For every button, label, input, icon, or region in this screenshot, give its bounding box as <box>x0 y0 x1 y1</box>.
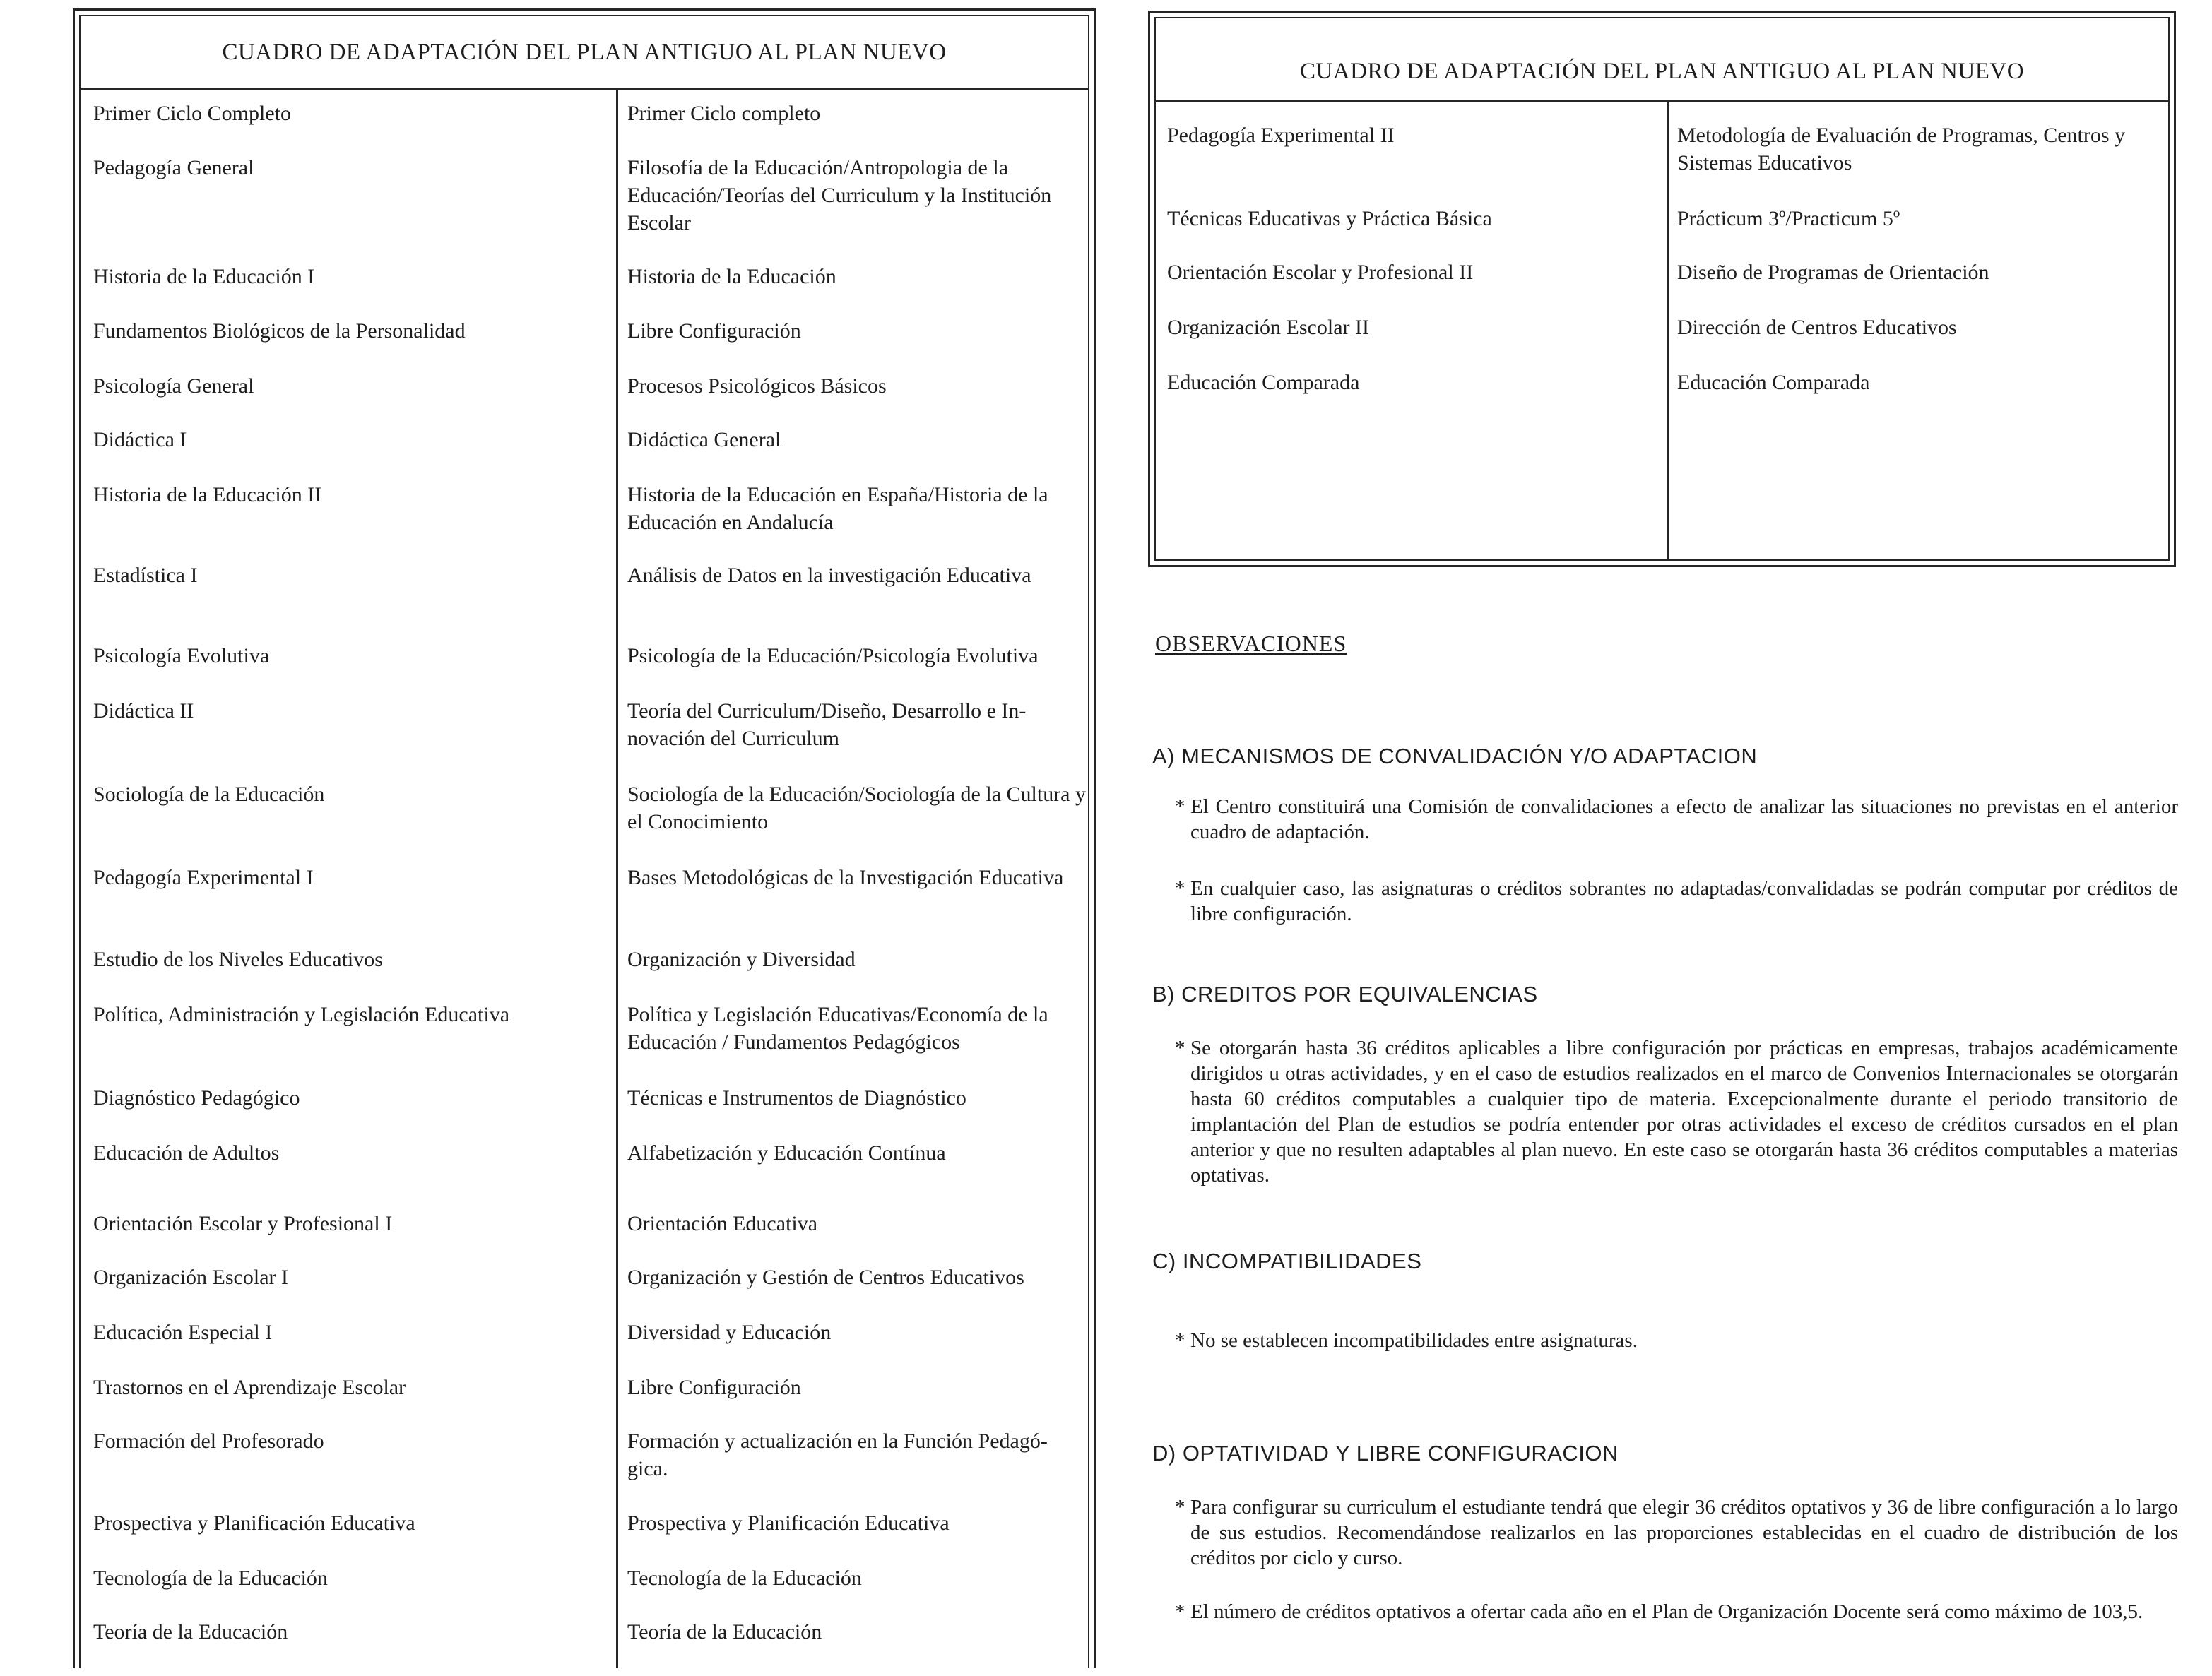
table-title: CUADRO DE ADAPTACIÓN DEL PLAN ANTIGUO AL PLAN NUEVO <box>1156 18 2168 102</box>
bullet-text: El Centro constituirá una Comisión de convalidaciones a efecto de analizar las situaciones no previstas en el anterior cuadro de adaptación. <box>1190 795 2178 843</box>
new-plan-subject: Política y Legislación Educativas/Economía de la Educación / Fundamentos Pedagógicos <box>627 1003 1048 1054</box>
old-plan-subject: Diagnóstico Pedagógico <box>93 1086 300 1110</box>
bullet-star-icon: * <box>1175 1037 1185 1059</box>
adaptation-table-right <box>1148 11 2176 567</box>
section-heading: B) CREDITOS POR EQUIVALENCIAS <box>1152 982 1538 1006</box>
old-plan-subject: Organización Escolar II <box>1167 316 1369 339</box>
old-plan-subject: Organización Escolar I <box>93 1266 288 1289</box>
new-plan-subject: Bases Metodológicas de la Investigación Educativa <box>627 866 1064 889</box>
old-plan-subject: Técnicas Educativas y Práctica Básica <box>1167 207 1492 230</box>
old-plan-subject: Pedagogía Experimental II <box>1167 124 1395 147</box>
column-divider <box>1667 100 1669 559</box>
new-plan-subject: Educación Comparada <box>1677 371 1870 394</box>
section-heading: A) MECANISMOS DE CONVALIDACIÓN Y/O ADAPTACION <box>1152 744 1758 768</box>
new-plan-subject: Filosofía de la Educación/Antropologia de la Educación/Teorías del Curriculum y la Institución Escolar <box>627 156 1052 234</box>
bullet-star-icon: * <box>1175 795 1185 818</box>
old-plan-subject: Primer Ciclo Completo <box>93 102 291 125</box>
new-plan-subject: Historia de la Educación <box>627 265 836 288</box>
new-plan-subject: Dirección de Centros Educativos <box>1677 316 1957 339</box>
adaptation-table-left <box>73 8 1096 1668</box>
old-plan-subject: Didáctica II <box>93 699 194 723</box>
old-plan-subject: Educación de Adultos <box>93 1141 280 1165</box>
old-plan-subject: Política, Administración y Legislación Educativa <box>93 1003 510 1026</box>
bullet-item <box>1175 1035 2178 1188</box>
new-plan-subject: Libre Configuración <box>627 319 801 343</box>
table-inner-border <box>1154 17 2170 561</box>
new-plan-subject: Diversidad y Educación <box>627 1321 832 1344</box>
old-plan-subject: Estudio de los Niveles Educativos <box>93 948 383 971</box>
old-plan-subject: Psicología Evolutiva <box>93 644 270 667</box>
observaciones-title: OBSERVACIONES <box>1155 631 1347 656</box>
bullet-item <box>1175 1494 2178 1571</box>
old-plan-subject: Teoría de la Educación <box>93 1620 288 1644</box>
new-plan-subject: Tecnología de la Educación <box>627 1567 862 1590</box>
old-plan-subject: Historia de la Educación II <box>93 483 322 506</box>
old-plan-subject: Educación Comparada <box>1167 371 1360 394</box>
new-plan-subject: Prospectiva y Planificación Educativa <box>627 1511 950 1535</box>
bullet-text: Para configurar su curriculum el estudiante tendrá que elegir 36 créditos optativos y 36 de libre configuración a lo largo de sus estudios. Recomendándose realizarlos en las proporciones establecidas en el cuadro de distribución de los créditos por ciclo y curso. <box>1190 1496 2178 1569</box>
bullet-star-icon: * <box>1175 1329 1185 1352</box>
table-inner-border <box>79 15 1089 1668</box>
new-plan-subject: Sociología de la Educación/Sociología de la Cultura y el Conocimiento <box>627 783 1086 833</box>
new-plan-subject: Diseño de Programas de Orientación <box>1677 261 1989 284</box>
new-plan-subject: Prácticum 3º/Practicum 5º <box>1677 207 1900 230</box>
old-plan-subject: Fundamentos Biológicos de la Personalidad <box>93 319 466 343</box>
old-plan-subject: Orientación Escolar y Profesional II <box>1167 261 1474 284</box>
old-plan-subject: Estadística I <box>93 564 198 587</box>
bullet-text: En cualquier caso, las asignaturas o créditos sobrantes no adaptadas/convalidadas se podrán computar por créditos de libre configuración. <box>1190 877 2178 925</box>
new-plan-subject: Organización y Gestión de Centros Educativos <box>627 1266 1024 1289</box>
bullet-star-icon: * <box>1175 1496 1185 1518</box>
old-plan-subject: Prospectiva y Planificación Educativa <box>93 1511 415 1535</box>
bullet-item <box>1175 876 2178 927</box>
new-plan-subject: Análisis de Datos en la investigación Educativa <box>627 564 1031 587</box>
column-divider <box>616 88 618 1668</box>
old-plan-subject: Sociología de la Educación <box>93 783 325 806</box>
new-plan-subject: Historia de la Educación en España/Historia de la Educación en Andalucía <box>627 483 1048 534</box>
old-plan-subject: Educación Especial I <box>93 1321 273 1344</box>
bullet-text: El número de créditos optativos a ofertar cada año en el Plan de Organización Docente será como máximo de 103,5. <box>1190 1600 2143 1623</box>
old-plan-subject: Tecnología de la Educación <box>93 1567 328 1590</box>
bullet-star-icon: * <box>1175 877 1185 900</box>
bullet-item <box>1175 1599 2178 1624</box>
old-plan-subject: Psicología General <box>93 374 254 398</box>
new-plan-subject: Organización y Diversidad <box>627 948 856 971</box>
bullet-item <box>1175 1328 2178 1353</box>
new-plan-subject: Psicología de la Educación/Psicología Evolutiva <box>627 644 1039 667</box>
bullet-text: Se otorgarán hasta 36 créditos aplicables a libre configuración por prácticas en empresas, trabajos académicamente dirigidos u otras actividades, y en el caso de estudios realizados en el marco de Convenios Internacionales se otorgarán hasta 60 créditos computables a cualquier tipo de materia. Excepcionalmente durante el periodo transitorio de implantación del Plan de estudios se podría entender por otras actividades el exceso de créditos cursados en el plan anterior y que no resulten adaptables al plan nuevo. En este caso se otorgarán hasta 36 créditos computables a materias optativas. <box>1190 1037 2178 1187</box>
old-plan-subject: Orientación Escolar y Profesional I <box>93 1212 393 1235</box>
new-plan-subject: Didáctica General <box>627 428 781 451</box>
new-plan-subject: Libre Configuración <box>627 1376 801 1399</box>
bullet-item <box>1175 794 2178 845</box>
new-plan-subject: Formación y actualización en la Función Pedagó-gica. <box>627 1430 1048 1480</box>
section-heading: C) INCOMPATIBILIDADES <box>1152 1249 1422 1273</box>
old-plan-subject: Pedagogía Experimental I <box>93 866 314 889</box>
old-plan-subject: Pedagogía General <box>93 156 254 179</box>
new-plan-subject: Primer Ciclo completo <box>627 102 821 125</box>
new-plan-subject: Procesos Psicológicos Básicos <box>627 374 887 398</box>
new-plan-subject: Teoría de la Educación <box>627 1620 822 1644</box>
old-plan-subject: Trastornos en el Aprendizaje Escolar <box>93 1376 406 1399</box>
old-plan-subject: Didáctica I <box>93 428 187 451</box>
new-plan-subject: Técnicas e Instrumentos de Diagnóstico <box>627 1086 966 1110</box>
old-plan-subject: Formación del Profesorado <box>93 1430 324 1453</box>
section-heading: D) OPTATIVIDAD Y LIBRE CONFIGURACION <box>1152 1441 1619 1466</box>
bullet-text: No se establecen incompatibilidades entre asignaturas. <box>1190 1329 1638 1352</box>
old-plan-subject: Historia de la Educación I <box>93 265 315 288</box>
new-plan-subject: Orientación Educativa <box>627 1212 818 1235</box>
bullet-star-icon: * <box>1175 1600 1185 1623</box>
new-plan-subject: Teoría del Curriculum/Diseño, Desarrollo e In-novación del Curriculum <box>627 699 1027 750</box>
table-title: CUADRO DE ADAPTACIÓN DEL PLAN ANTIGUO AL PLAN NUEVO <box>81 16 1088 90</box>
new-plan-subject: Metodología de Evaluación de Programas, Centros y Sistemas Educativos <box>1677 124 2126 174</box>
new-plan-subject: Alfabetización y Educación Contínua <box>627 1141 946 1165</box>
